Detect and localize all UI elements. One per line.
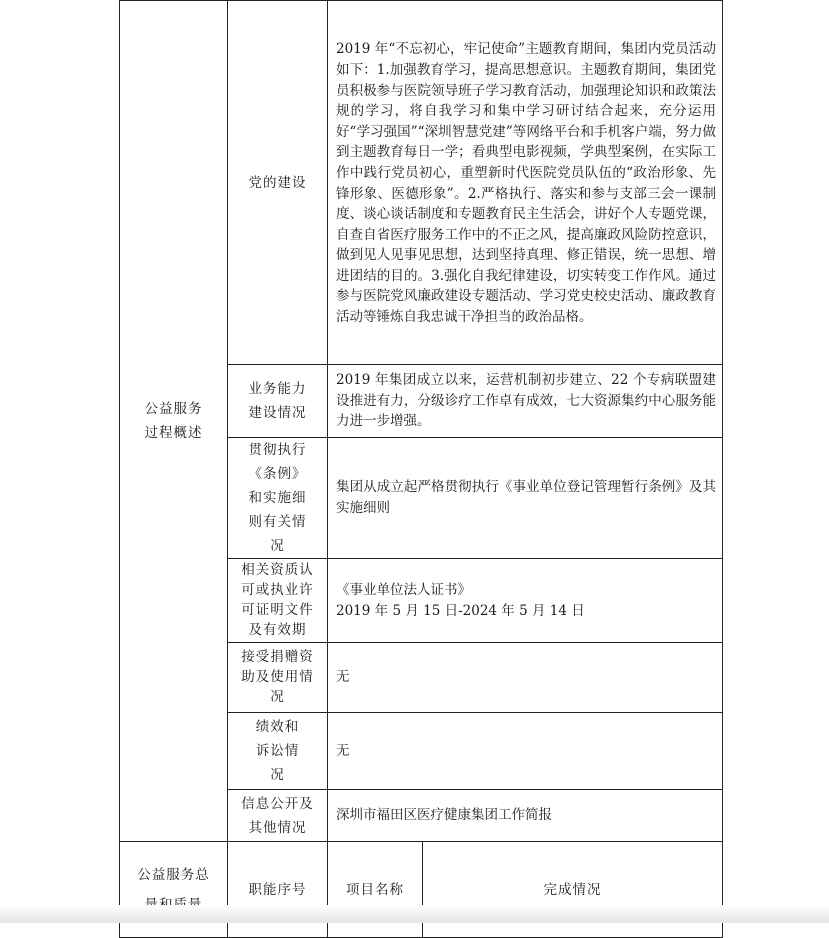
row-label-business-capacity <box>228 365 328 438</box>
row-label-text: 相关资质认可或执业许可证明文件及有效期 <box>241 561 314 638</box>
row-label-information-disclosure <box>228 790 328 842</box>
category-label: 公益服务总 <box>137 866 210 883</box>
row-label-text: 贯彻执行《条例》和实施细则有关情况 <box>248 442 307 554</box>
row-label-text: 业务能力建设情况 <box>248 381 307 421</box>
performance-litigation-content: 无 <box>328 713 723 790</box>
donations-content: 无 <box>328 643 723 713</box>
row-label-text: 绩效和诉讼情况 <box>255 719 300 783</box>
table-row <box>120 1 723 365</box>
table-row <box>120 842 723 938</box>
row-label-text: 党的建设 <box>248 174 307 191</box>
row-label-party-building <box>228 1 328 365</box>
column-header-completion-status: 完成情况 <box>423 842 723 938</box>
business-capacity-content: 2019 年集团成立以来，运营机制初步建立、22 个专病联盟建设推进有力，分级诊疗工作卓有成效，七大资源集约中心服务能力进一步增强。 <box>328 365 723 438</box>
certificate-validity: 2019 年 5 月 15 日-2024 年 5 月 14 日 <box>336 602 585 619</box>
category-cell-service-quantity-quality <box>120 842 228 938</box>
row-label-text: 信息公开及其他情况 <box>241 795 314 836</box>
category-label: 公益服务过程概述 <box>144 401 203 441</box>
page-bottom-shadow <box>0 905 829 923</box>
party-building-content: 2019 年“不忘初心，牢记使命”主题教育期间，集团内党员活动如下：1.加强教育学习，提高思想意识。主题教育期间，集团党员积极参与医院领导班子学习教育活动，加强理论知识和政策法规的学习，将自我学习和集中学习研讨结合起来，充分运用好“学习强国”“深圳智慧党建”等网络平台和手机客户端，努力做到主题教育每日一学；看典型电影视频，学典型案例，在实际工作中践行党员初心，重塑新时代医院党员队伍的“政治形象、先锋形象、医德形象”。2.严格执行、落实和参与支部三会一课制度、谈心谈话制度和专题教育民主生活会，讲好个人专题党课，自查自省医疗服务工作中的不正之风，提高廉政风险防控意识，做到见人见事见思想，达到坚持真理、修正错误，统一思想、增进团结的目的。3.强化自我纪律建设，切实转变工作作风。通过参与医院党风廉政建设专题活动、学习党史校史活动、廉政教育活动等锤炼自我忠诚干净担当的政治品格。 <box>328 1 723 365</box>
row-label-performance-litigation <box>228 713 328 790</box>
row-label-donations <box>228 643 328 713</box>
row-label-text: 接受捐赠资助及使用情况 <box>241 648 314 705</box>
qualification-content <box>328 559 723 643</box>
category-cell-process-overview <box>120 1 228 842</box>
public-service-report-table <box>119 0 723 938</box>
column-header-function-number: 职能序号 <box>228 842 328 938</box>
row-label-regulation-compliance <box>228 438 328 559</box>
column-header-project-name: 项目名称 <box>328 842 423 938</box>
certificate-name: 《事业单位法人证书》 <box>336 581 471 598</box>
row-label-qualification <box>228 559 328 643</box>
information-disclosure-content: 深圳市福田区医疗健康集团工作简报 <box>328 790 723 842</box>
regulation-compliance-content: 集团从成立起严格贯彻执行《事业单位登记管理暂行条例》及其实施细则 <box>328 438 723 559</box>
